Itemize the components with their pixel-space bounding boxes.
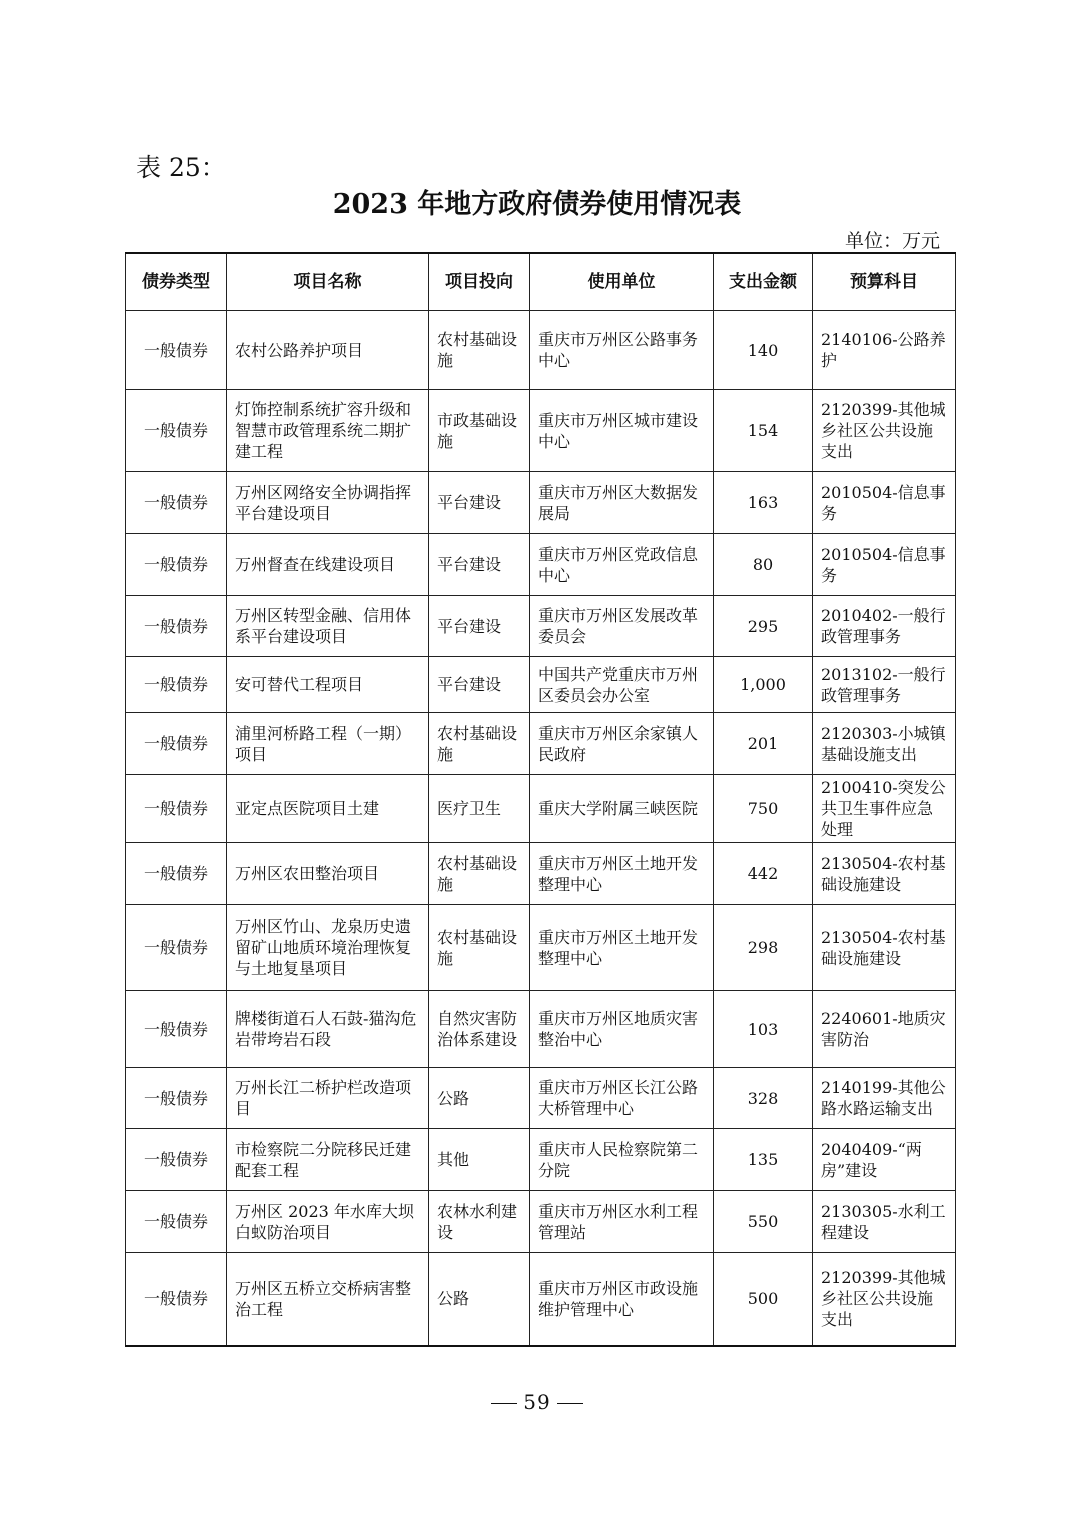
cell-expenditure-amount: 750 (714, 775, 813, 843)
cell-bond-type: 一般债券 (126, 991, 227, 1068)
cell-project-direction: 农林水利建设 (429, 1191, 530, 1253)
table-body (126, 311, 956, 1346)
cell-expenditure-amount: 550 (714, 1191, 813, 1253)
cell-bond-type: 一般债券 (126, 1068, 227, 1129)
cell-project-direction: 平台建设 (429, 534, 530, 596)
table-row (126, 1129, 956, 1191)
cell-using-unit: 重庆市万州区城市建设中心 (530, 390, 714, 472)
cell-budget-subject: 2130504-农村基础设施建设 (813, 905, 956, 991)
table-row (126, 534, 956, 596)
cell-using-unit: 重庆市万州区大数据发展局 (530, 472, 714, 534)
cell-expenditure-amount: 135 (714, 1129, 813, 1191)
cell-budget-subject: 2140199-其他公路水路运输支出 (813, 1068, 956, 1129)
cell-project-direction: 农村基础设施 (429, 843, 530, 905)
cell-project-direction: 平台建设 (429, 596, 530, 657)
table-header-row (126, 253, 956, 311)
cell-bond-type: 一般债券 (126, 534, 227, 596)
cell-project-name: 万州区 2023 年水库大坝白蚁防治项目 (227, 1191, 429, 1253)
cell-using-unit: 重庆市万州区公路事务中心 (530, 311, 714, 390)
cell-expenditure-amount: 298 (714, 905, 813, 991)
cell-using-unit: 重庆市万州区发展改革委员会 (530, 596, 714, 657)
cell-expenditure-amount: 295 (714, 596, 813, 657)
cell-expenditure-amount: 442 (714, 843, 813, 905)
cell-project-name: 安可替代工程项目 (227, 657, 429, 713)
cell-project-name: 万州区竹山、龙泉历史遗留矿山地质环境治理恢复与土地复垦项目 (227, 905, 429, 991)
cell-using-unit: 重庆市万州区长江公路大桥管理中心 (530, 1068, 714, 1129)
page-number (0, 1390, 1074, 1414)
cell-project-direction: 平台建设 (429, 472, 530, 534)
document-title: 2023 年地方政府债券使用情况表 (332, 189, 742, 220)
table-row (126, 843, 956, 905)
column-header-unit: 使用单位 (530, 253, 714, 311)
column-header-amount: 支出金额 (714, 253, 813, 311)
cell-using-unit: 重庆市万州区土地开发整理中心 (530, 905, 714, 991)
table-row (126, 596, 956, 657)
table-row (126, 905, 956, 991)
cell-using-unit: 重庆大学附属三峡医院 (530, 775, 714, 843)
cell-budget-subject: 2100410-突发公共卫生事件应急处理 (813, 775, 956, 843)
cell-project-direction: 医疗卫生 (429, 775, 530, 843)
cell-budget-subject: 2010504-信息事务 (813, 472, 956, 534)
cell-expenditure-amount: 1,000 (714, 657, 813, 713)
cell-using-unit: 重庆市万州区市政设施维护管理中心 (530, 1253, 714, 1346)
cell-bond-type: 一般债券 (126, 1253, 227, 1346)
page-number-dash-left (491, 1403, 517, 1404)
cell-project-name: 万州区网络安全协调指挥平台建设项目 (227, 472, 429, 534)
page-number-dash-right (557, 1403, 583, 1404)
cell-expenditure-amount: 201 (714, 713, 813, 775)
cell-project-direction: 公路 (429, 1068, 530, 1129)
table-row (126, 472, 956, 534)
cell-budget-subject: 2040409-“两房”建设 (813, 1129, 956, 1191)
table-row (126, 713, 956, 775)
cell-budget-subject: 2010504-信息事务 (813, 534, 956, 596)
cell-project-direction: 公路 (429, 1253, 530, 1346)
page-number-value: 59 (523, 1390, 551, 1414)
cell-bond-type: 一般债券 (126, 472, 227, 534)
cell-project-direction: 平台建设 (429, 657, 530, 713)
cell-expenditure-amount: 140 (714, 311, 813, 390)
cell-expenditure-amount: 80 (714, 534, 813, 596)
cell-budget-subject: 2120399-其他城乡社区公共设施支出 (813, 1253, 956, 1346)
cell-bond-type: 一般债券 (126, 1191, 227, 1253)
cell-project-name: 亚定点医院项目土建 (227, 775, 429, 843)
cell-bond-type: 一般债券 (126, 1129, 227, 1191)
table-label: 表 25： (136, 153, 226, 182)
cell-expenditure-amount: 500 (714, 1253, 813, 1346)
cell-using-unit: 重庆市万州区水利工程管理站 (530, 1191, 714, 1253)
table-row (126, 1253, 956, 1346)
cell-project-name: 市检察院二分院移民迁建配套工程 (227, 1129, 429, 1191)
cell-budget-subject: 2120399-其他城乡社区公共设施支出 (813, 390, 956, 472)
cell-using-unit: 重庆市万州区党政信息中心 (530, 534, 714, 596)
unit-label: 单位：万元 (844, 230, 940, 252)
cell-bond-type: 一般债券 (126, 596, 227, 657)
cell-project-direction: 市政基础设施 (429, 390, 530, 472)
column-header-name: 项目名称 (227, 253, 429, 311)
column-header-type: 债券类型 (126, 253, 227, 311)
cell-project-name: 万州区五桥立交桥病害整治工程 (227, 1253, 429, 1346)
cell-project-name: 万州区转型金融、信用体系平台建设项目 (227, 596, 429, 657)
cell-budget-subject: 2010402-一般行政管理事务 (813, 596, 956, 657)
cell-expenditure-amount: 328 (714, 1068, 813, 1129)
column-header-direction: 项目投向 (429, 253, 530, 311)
cell-project-direction: 农村基础设施 (429, 713, 530, 775)
cell-project-direction: 自然灾害防治体系建设 (429, 991, 530, 1068)
cell-budget-subject: 2240601-地质灾害防治 (813, 991, 956, 1068)
table-row (126, 991, 956, 1068)
cell-bond-type: 一般债券 (126, 843, 227, 905)
cell-budget-subject: 2130305-水利工程建设 (813, 1191, 956, 1253)
table-row (126, 1191, 956, 1253)
cell-bond-type: 一般债券 (126, 775, 227, 843)
cell-budget-subject: 2130504-农村基础设施建设 (813, 843, 956, 905)
cell-project-name: 万州长江二桥护栏改造项目 (227, 1068, 429, 1129)
table-row (126, 311, 956, 390)
table-row (126, 1068, 956, 1129)
cell-using-unit: 重庆市万州区余家镇人民政府 (530, 713, 714, 775)
cell-project-name: 万州区农田整治项目 (227, 843, 429, 905)
cell-bond-type: 一般债券 (126, 390, 227, 472)
cell-project-direction: 其他 (429, 1129, 530, 1191)
cell-budget-subject: 2140106-公路养护 (813, 311, 956, 390)
cell-project-direction: 农村基础设施 (429, 905, 530, 991)
cell-project-name: 灯饰控制系统扩容升级和智慧市政管理系统二期扩建工程 (227, 390, 429, 472)
cell-bond-type: 一般债券 (126, 905, 227, 991)
cell-project-name: 农村公路养护项目 (227, 311, 429, 390)
cell-bond-type: 一般债券 (126, 713, 227, 775)
cell-using-unit: 重庆市万州区地质灾害整治中心 (530, 991, 714, 1068)
cell-expenditure-amount: 154 (714, 390, 813, 472)
cell-project-name: 牌楼街道石人石鼓-猫沟危岩带垮岩石段 (227, 991, 429, 1068)
column-header-subject: 预算科目 (813, 253, 956, 311)
table-row (126, 657, 956, 713)
cell-expenditure-amount: 163 (714, 472, 813, 534)
cell-project-direction: 农村基础设施 (429, 311, 530, 390)
table-row (126, 390, 956, 472)
cell-budget-subject: 2013102-一般行政管理事务 (813, 657, 956, 713)
cell-bond-type: 一般债券 (126, 311, 227, 390)
table-row (126, 775, 956, 843)
cell-using-unit: 中国共产党重庆市万州区委员会办公室 (530, 657, 714, 713)
cell-budget-subject: 2120303-小城镇基础设施支出 (813, 713, 956, 775)
cell-project-name: 万州督查在线建设项目 (227, 534, 429, 596)
cell-bond-type: 一般债券 (126, 657, 227, 713)
debt-usage-table (125, 252, 956, 1347)
cell-expenditure-amount: 103 (714, 991, 813, 1068)
cell-using-unit: 重庆市万州区土地开发整理中心 (530, 843, 714, 905)
cell-project-name: 浦里河桥路工程（一期）项目 (227, 713, 429, 775)
cell-using-unit: 重庆市人民检察院第二分院 (530, 1129, 714, 1191)
